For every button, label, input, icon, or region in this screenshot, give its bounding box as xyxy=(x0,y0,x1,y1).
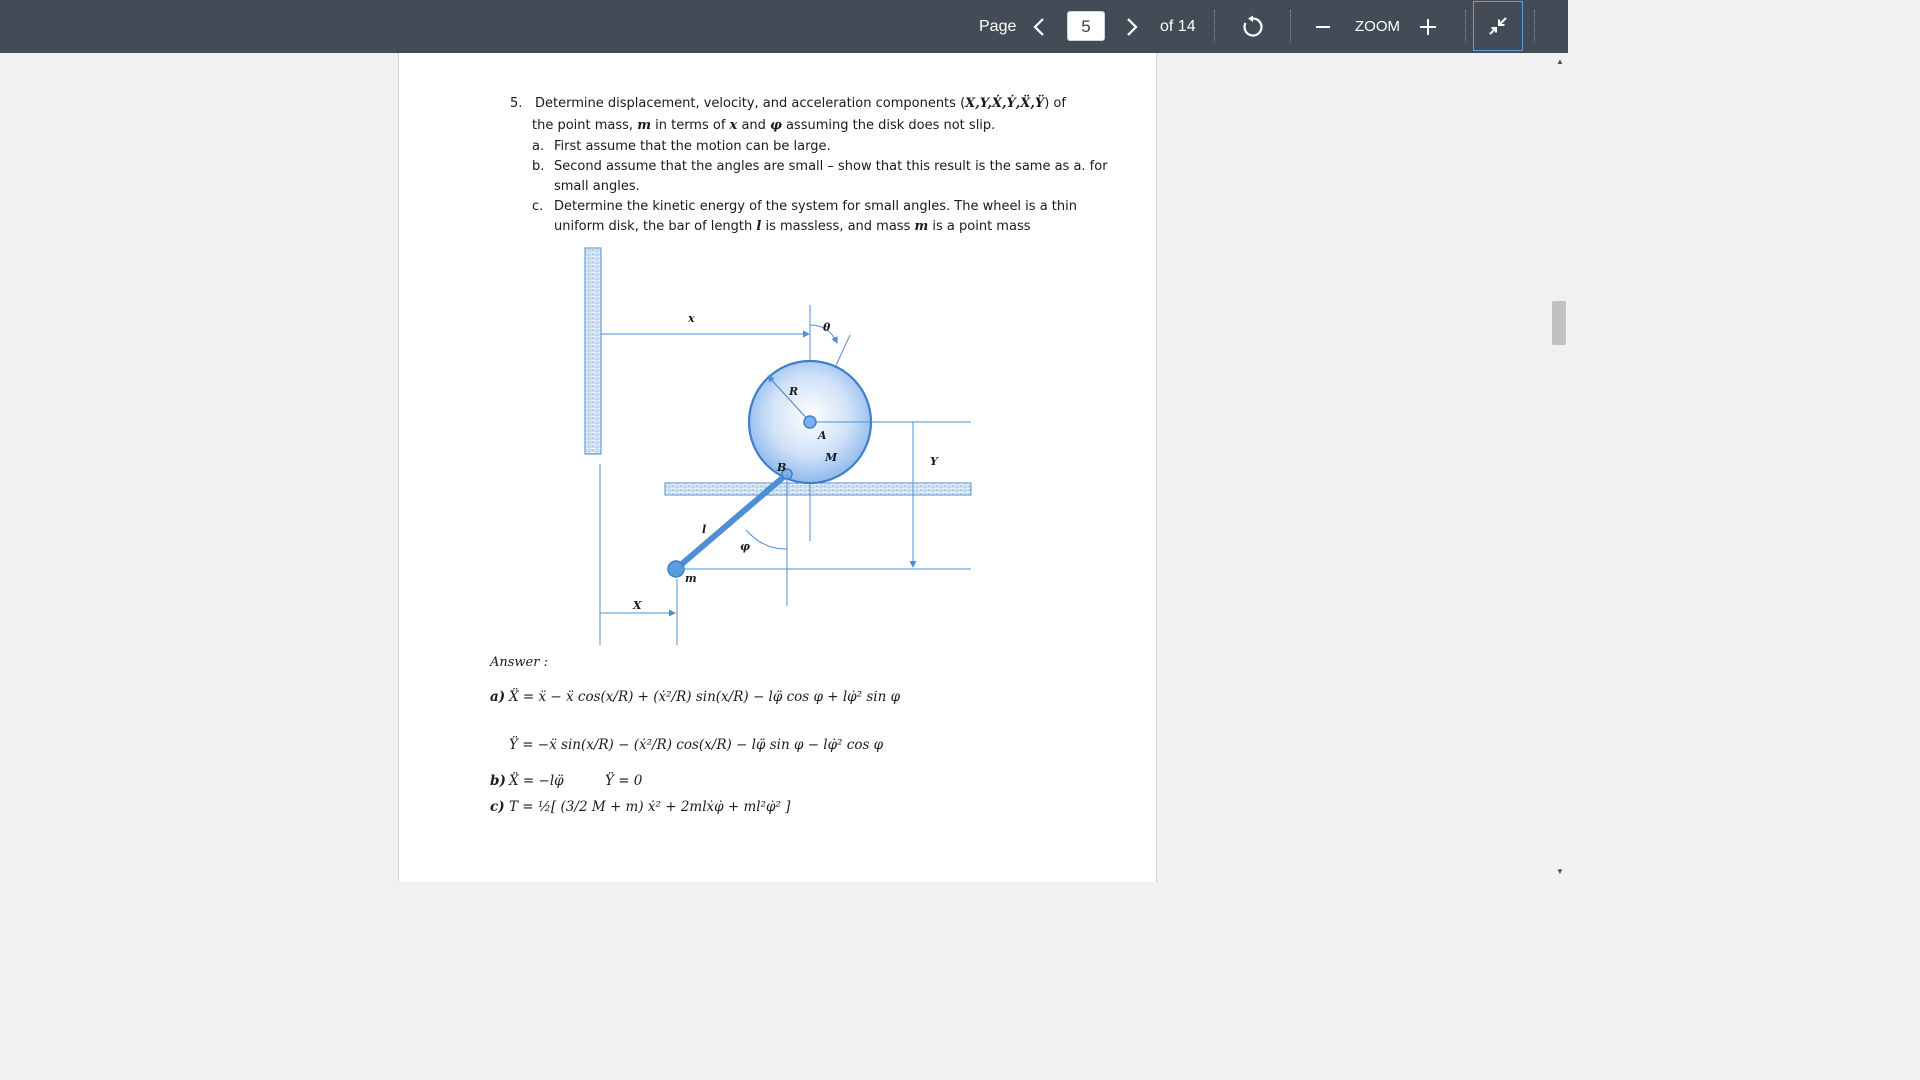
label-phi: φ xyxy=(740,540,750,553)
answer-a-label: a) xyxy=(490,689,506,705)
rotate-button[interactable] xyxy=(1238,0,1268,53)
zoom-label: ZOOM xyxy=(1355,18,1400,35)
item-c-text-1: Determine the kinetic energy of the system for small angles. The wheel is a thin xyxy=(554,199,1077,214)
toolbar-divider xyxy=(1214,10,1215,42)
label-X: X xyxy=(633,599,642,612)
collapse-icon xyxy=(1487,15,1509,37)
previous-page-button[interactable] xyxy=(1027,0,1051,53)
answer-c-label: c) xyxy=(490,799,505,815)
page-number-input[interactable]: 5 xyxy=(1067,11,1105,41)
zoom-in-button[interactable] xyxy=(1415,0,1441,53)
scroll-down-arrow-icon[interactable]: ▼ xyxy=(1556,867,1564,876)
answer-c-line: T = ½[ (3/2 M + m) ẋ² + 2mlẋφ̇ + ml²φ̇² ] xyxy=(509,799,791,815)
problem-line-2: the point mass, m in terms of x and φ assuming the disk does not slip. xyxy=(532,118,996,133)
chevron-right-icon xyxy=(1125,17,1139,37)
pdf-page xyxy=(398,53,1157,882)
toolbar-divider xyxy=(1290,10,1291,42)
answer-b-part-2: Ÿ = 0 xyxy=(605,773,643,789)
answer-b-label: b) xyxy=(490,773,506,789)
answer-a-line-1: Ẍ = ẍ − ẍ cos(x/R) + (ẋ²/R) sin(x/R) − lφ̈ cos φ + lφ̇² sin φ xyxy=(509,689,901,705)
ground xyxy=(665,483,971,495)
chevron-left-icon xyxy=(1032,17,1046,37)
label-x: x xyxy=(688,312,695,325)
problem-number: 5. xyxy=(510,96,523,111)
point-a xyxy=(804,416,816,428)
answer-heading: Answer : xyxy=(490,655,548,670)
label-l: l xyxy=(702,523,707,536)
plus-icon xyxy=(1419,18,1437,36)
label-theta: θ xyxy=(823,321,831,334)
toolbar-divider xyxy=(1465,10,1466,42)
zoom-out-button[interactable] xyxy=(1310,0,1336,53)
label-A: A xyxy=(818,429,827,442)
minus-icon xyxy=(1315,19,1331,35)
item-c-text-2: uniform disk, the bar of length l is massless, and mass m is a point mass xyxy=(554,219,1031,234)
item-a-text: First assume that the motion can be large. xyxy=(554,139,831,154)
vertical-scrollbar[interactable] xyxy=(1552,53,1568,882)
next-page-button[interactable] xyxy=(1120,0,1144,53)
exit-fullscreen-button[interactable] xyxy=(1473,1,1523,51)
label-m: m xyxy=(685,572,697,585)
item-b-marker: b. xyxy=(532,159,545,174)
viewer-toolbar xyxy=(0,0,1568,53)
label-Y: Y xyxy=(930,455,938,468)
item-a-marker: a. xyxy=(532,139,545,154)
toolbar-divider xyxy=(1534,10,1535,42)
label-B: B xyxy=(777,461,787,474)
label-R: R xyxy=(789,385,799,398)
problem-line-1: Determine displacement, velocity, and acceleration components (X,Y,Ẋ,Ẏ,Ẍ,Ÿ) of xyxy=(535,96,1066,111)
item-b-text-2: small angles. xyxy=(554,179,640,194)
scrollbar-thumb[interactable] xyxy=(1552,301,1566,345)
phi-arc xyxy=(746,530,787,549)
scroll-up-arrow-icon[interactable]: ▲ xyxy=(1556,57,1564,66)
answer-b-part-1: Ẍ = −lφ̈ xyxy=(509,773,564,789)
rotate-icon xyxy=(1241,15,1265,39)
item-c-marker: c. xyxy=(532,199,544,214)
document-viewer[interactable] xyxy=(0,53,1552,882)
page-total: of 14 xyxy=(1160,18,1196,35)
item-b-text-1: Second assume that the angles are small – show that this result is the same as a. for xyxy=(554,159,1108,174)
label-M: M xyxy=(825,451,838,464)
answer-a-line-2: Ÿ = −ẍ sin(x/R) − (ẋ²/R) cos(x/R) − lφ̈ sin φ − lφ̇² cos φ xyxy=(509,737,884,753)
mechanism-diagram xyxy=(399,53,1156,653)
point-mass xyxy=(668,561,684,577)
page-label: Page xyxy=(979,18,1017,35)
wall xyxy=(585,248,601,454)
